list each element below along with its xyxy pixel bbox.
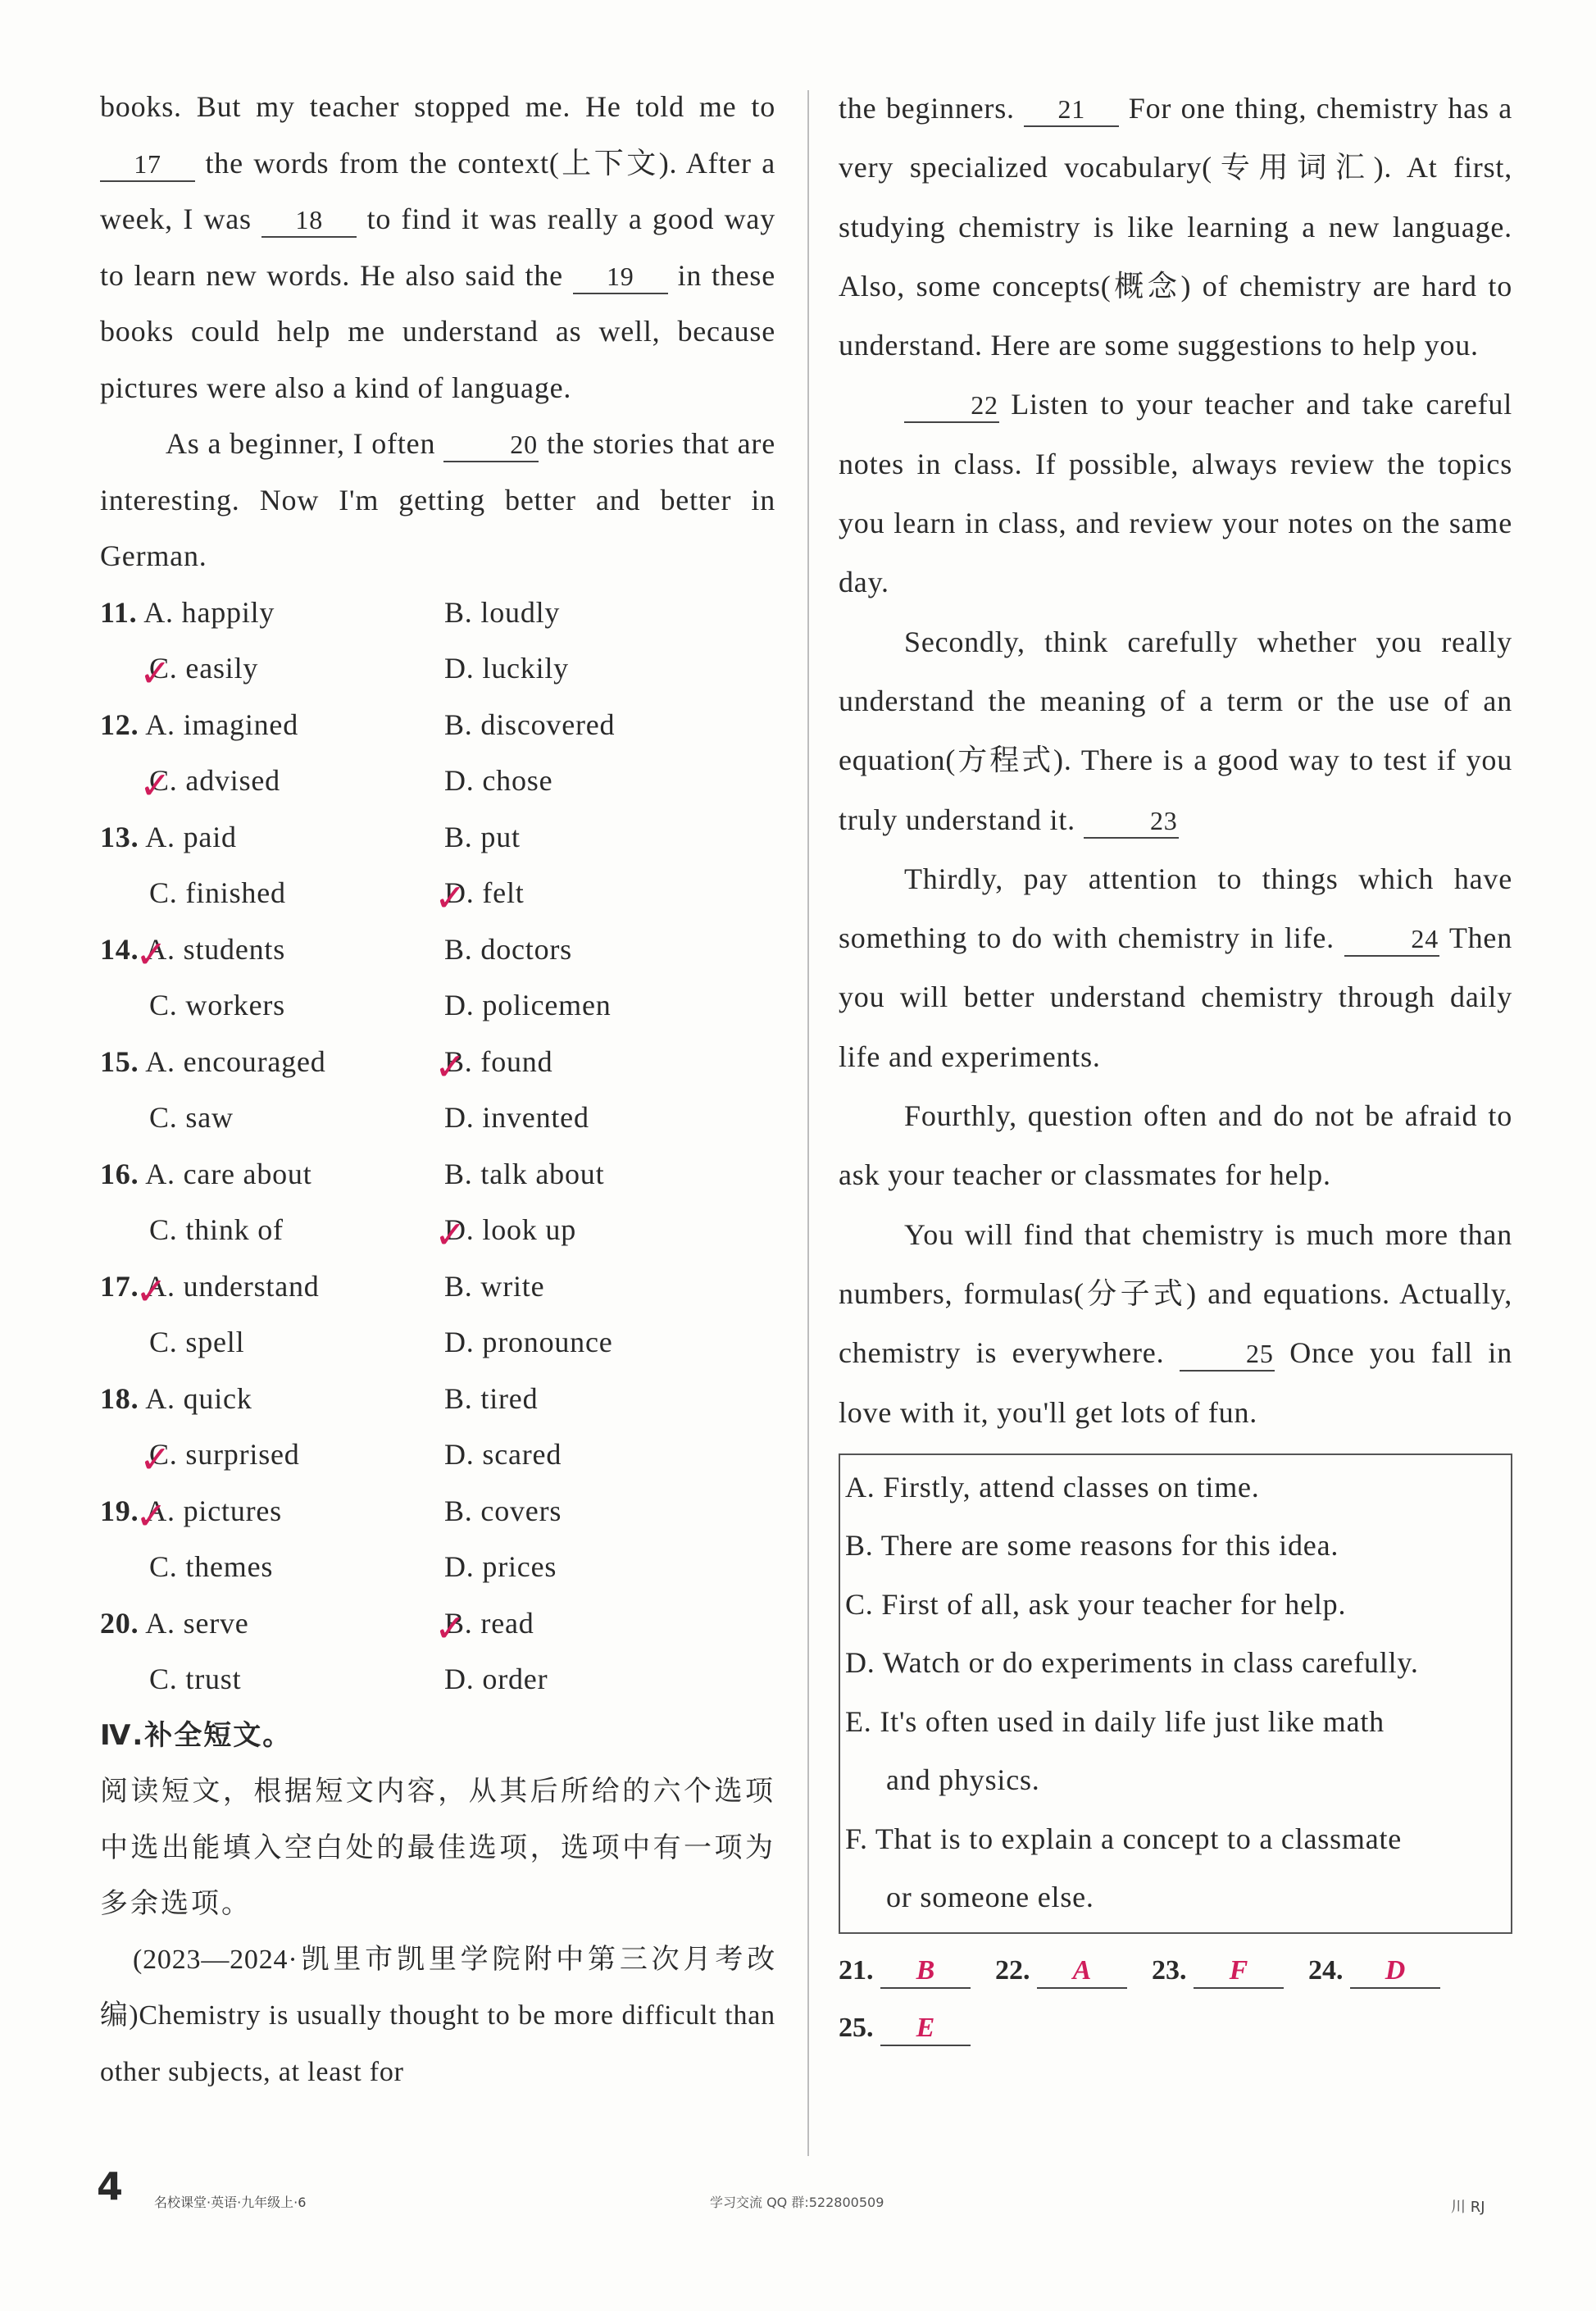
option-a-checked: A. students ✓ bbox=[145, 933, 285, 966]
option-d: D. invented bbox=[444, 1101, 589, 1134]
option-c: C. themes bbox=[149, 1550, 274, 1583]
question-row bbox=[100, 1090, 775, 1146]
blank-22: 22 bbox=[904, 389, 999, 423]
question-row bbox=[100, 640, 775, 697]
option-item: F. That is to explain a concept to a classmate or someone else. bbox=[845, 1822, 1403, 1914]
option-item: E. It's often used in daily life just like math and physics. bbox=[845, 1704, 1385, 1797]
question-row bbox=[100, 1426, 775, 1483]
page-number: 4 bbox=[97, 2164, 124, 2209]
option-a: A. serve bbox=[145, 1606, 249, 1640]
options-box bbox=[839, 1453, 1512, 1934]
option-a: A. paid bbox=[145, 820, 237, 853]
option-b: B. talk about bbox=[444, 1157, 605, 1190]
question-row bbox=[100, 1651, 775, 1708]
question-row bbox=[100, 1539, 775, 1595]
blank-18: 18 bbox=[261, 203, 357, 238]
option-a-checked: A. understand ✓ bbox=[145, 1270, 319, 1303]
question-row bbox=[100, 585, 775, 641]
option-d: D. chose bbox=[444, 764, 553, 797]
question-row bbox=[100, 1595, 775, 1652]
option-a: A. imagined bbox=[145, 707, 298, 741]
edition-label: 川 RJ bbox=[1451, 2199, 1485, 2216]
option-item: B. There are some reasons for this idea. bbox=[845, 1529, 1339, 1563]
question-row bbox=[100, 1371, 775, 1427]
option-c: C. saw bbox=[149, 1101, 234, 1134]
passage-paragraph-r1: the beginners. 21 For one thing, chemistry has a very specialized vocabulary(专用词汇). At first, studying chemistry is like learning a new language. Also, some concepts(概念) of chemistry are hard to understand. Here are some suggestions to help you. bbox=[839, 92, 1512, 362]
passage-paragraph-r3: Secondly, think carefully whether you really understand the meaning of a term or the use of an equation(方程式). There is a good way to test if you truly understand it. 23 bbox=[839, 612, 1512, 849]
question-number: 14. bbox=[100, 932, 139, 966]
column-divider bbox=[807, 90, 809, 2156]
option-b: B. tired bbox=[444, 1381, 539, 1415]
option-item: D. Watch or do experiments in class carefully. bbox=[845, 1646, 1419, 1680]
question-number: 20. bbox=[100, 1606, 139, 1640]
question-number: 19. bbox=[100, 1494, 139, 1527]
question-row bbox=[100, 809, 775, 866]
option-item: C. First of all, ask your teacher for help. bbox=[845, 1587, 1347, 1621]
option-c: C. think of bbox=[149, 1213, 284, 1246]
option-d: D. order bbox=[444, 1663, 548, 1695]
option-b: B. covers bbox=[444, 1494, 562, 1527]
blank-24: 24 bbox=[1344, 922, 1439, 957]
passage-paragraph-r5: Fourthly, question often and do not be afraid to ask your teacher or classmates for help. bbox=[839, 1099, 1512, 1192]
passage-source-intro: (2023—2024·凯里市凯里学院附中第三次月考改编)Chemistry is usually thought to be more difficult than other subjects, at least for bbox=[100, 1944, 775, 2087]
question-row bbox=[100, 1314, 775, 1371]
blank-25: 25 bbox=[1180, 1337, 1275, 1372]
option-d: D. pronounce bbox=[444, 1326, 613, 1358]
question-row bbox=[100, 1258, 775, 1315]
question-number: 16. bbox=[100, 1157, 139, 1190]
question-row bbox=[100, 1146, 775, 1203]
section-instructions: 阅读短文，根据短文内容，从其后所给的六个选项中选出能填入空白处的最佳选项，选项中有一项为多余选项。 bbox=[100, 1775, 775, 1920]
option-c: C. workers bbox=[149, 989, 285, 1021]
option-c: C. spell bbox=[149, 1326, 245, 1358]
option-c-checked: C. advised ✓ bbox=[149, 764, 280, 797]
option-d: D. scared bbox=[444, 1438, 562, 1471]
blank-17: 17 bbox=[100, 148, 195, 182]
answer-25: 25. E bbox=[839, 1999, 971, 2057]
question-list bbox=[100, 585, 775, 1708]
answer-22: 22. A bbox=[995, 1942, 1127, 1999]
option-c-checked: C. easily ✓ bbox=[149, 652, 258, 685]
question-row bbox=[100, 1202, 775, 1258]
option-b-checked: B. read ✓ bbox=[444, 1607, 534, 1640]
passage-paragraph-1: books. But my teacher stopped me. He told me to 17 the words from the context(上下文). After a week, I was 18 to find it was really a good way to learn new words. He also said the 19 in these books could help me understand as well, because pictures were also a kind of language. bbox=[100, 90, 775, 404]
option-a: A. care about bbox=[145, 1157, 312, 1190]
passage-paragraph-r6: You will find that chemistry is much more than numbers, formulas(分子式) and equations. Actually, chemistry is everywhere. 25 Once you fall in love with it, you'll get lots of fun. bbox=[839, 1217, 1512, 1429]
question-number: 15. bbox=[100, 1044, 139, 1078]
option-b-checked: B. found ✓ bbox=[444, 1045, 552, 1078]
option-b: B. discovered bbox=[444, 707, 616, 741]
book-title: 名校课堂·英语·九年级上·6 bbox=[154, 2195, 307, 2210]
option-b: B. put bbox=[444, 820, 521, 853]
option-a-checked: A. pictures ✓ bbox=[145, 1494, 282, 1527]
left-column bbox=[100, 79, 775, 2100]
option-item: A. Firstly, attend classes on time. bbox=[845, 1470, 1260, 1504]
question-number: 13. bbox=[100, 820, 139, 853]
option-c-checked: C. surprised ✓ bbox=[149, 1438, 300, 1471]
question-row bbox=[100, 1483, 775, 1540]
question-row bbox=[100, 977, 775, 1034]
option-d: D. policemen bbox=[444, 989, 612, 1021]
blank-19: 19 bbox=[573, 260, 668, 294]
option-b: B. loudly bbox=[444, 595, 561, 629]
blank-20: 20 bbox=[443, 428, 539, 462]
question-number: 17. bbox=[100, 1269, 139, 1303]
section-title: Ⅳ.补全短文。 bbox=[100, 1718, 293, 1752]
question-number: 12. bbox=[100, 707, 139, 741]
option-b: B. doctors bbox=[444, 932, 572, 966]
option-c: C. finished bbox=[149, 876, 286, 909]
passage-paragraph-2: As a beginner, I often 20 the stories that are interesting. Now I'm getting better and better in German. bbox=[100, 427, 775, 572]
blank-21: 21 bbox=[1024, 93, 1119, 127]
question-number: 18. bbox=[100, 1381, 139, 1415]
option-a: A. quick bbox=[145, 1381, 252, 1415]
option-d: D. prices bbox=[444, 1550, 557, 1583]
question-number: 11. bbox=[100, 595, 138, 629]
contact-info: 学习交流 QQ 群:522800509 bbox=[710, 2195, 884, 2210]
option-c: C. trust bbox=[149, 1663, 242, 1695]
option-a: A. encouraged bbox=[145, 1044, 326, 1078]
option-a: A. happily bbox=[143, 595, 275, 629]
answer-21: 21. B bbox=[839, 1942, 971, 1999]
answer-24: 24. D bbox=[1308, 1942, 1440, 1999]
passage-paragraph-r2: 22 Listen to your teacher and take careful notes in class. If possible, always review the topics you learn in class, and review your notes on the same day. bbox=[839, 388, 1512, 599]
passage-paragraph-r4: Thirdly, pay attention to things which have something to do with chemistry in life. 24 Then you will better understand chemistry through daily life and experiments. bbox=[839, 862, 1512, 1073]
question-row bbox=[100, 921, 775, 978]
question-row bbox=[100, 865, 775, 921]
right-column bbox=[839, 79, 1512, 2057]
question-row bbox=[100, 697, 775, 753]
option-b: B. write bbox=[444, 1269, 545, 1303]
answer-23: 23. F bbox=[1152, 1942, 1284, 1999]
option-d-checked: D. felt ✓ bbox=[444, 876, 525, 909]
blank-23: 23 bbox=[1084, 804, 1179, 839]
question-row bbox=[100, 753, 775, 809]
answer-sheet bbox=[839, 1942, 1512, 2057]
option-d: D. luckily bbox=[444, 652, 569, 685]
question-row bbox=[100, 1034, 775, 1090]
option-d-checked: D. look up ✓ bbox=[444, 1213, 576, 1246]
